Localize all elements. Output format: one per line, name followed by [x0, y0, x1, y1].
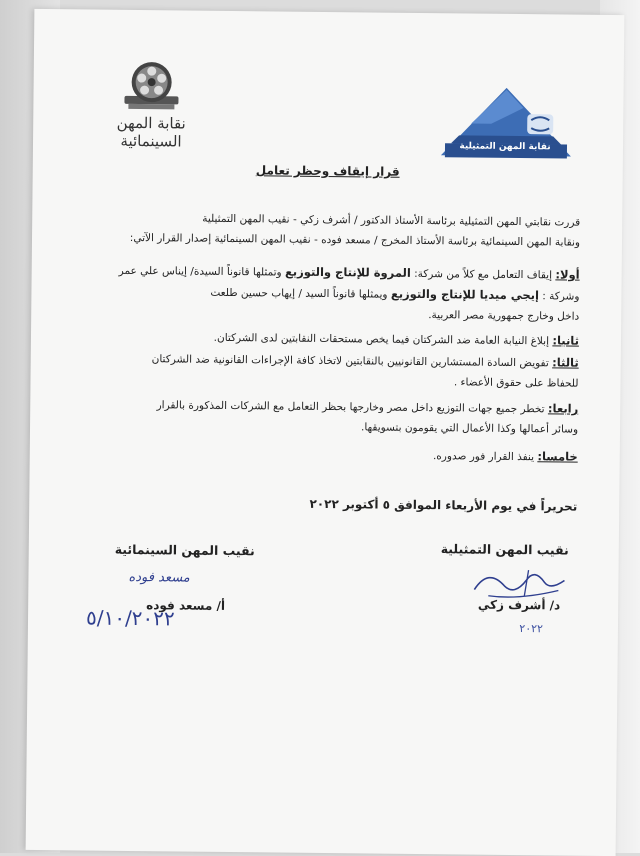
film-reel-icon	[116, 60, 187, 113]
item-first-line-1: أولا: إيقاف التعامل مع كلاً من شركة: المروة للإنتاج والتوزيع وتمثلها قانوناً السيدة/ إيناس علي عمر	[118, 264, 580, 282]
item-second: ثانيا: إبلاغ النيابة العامة ضد الشركتان فيما يخص مستحقات النقابتين لدى الشركتان.	[213, 331, 580, 348]
item-label: ثانيا:	[552, 333, 580, 348]
acting-syndicate-logo	[431, 83, 582, 165]
intro-line-1: قررت نقابتي المهن التمثيلية برئاسة الأستاذ الدكتور / أشرف زكي - نقيب المهن التمثيلية	[202, 212, 581, 229]
item-fourth: رابعا: تخطر جميع جهات التوزيع داخل مصر وخارجها بحظر التعامل مع الشركات المذكورة بالقرار وسائر أعمالها وكذا الأعمال التي يقومون بتسويقها.	[156, 399, 579, 436]
cinema-syndicate-head-name: أ/ مسعد فوده	[146, 598, 226, 613]
item-first-line-3: داخل وخارج جمهورية مصر العربية.	[428, 309, 580, 323]
item-label: ثالثا:	[552, 355, 579, 370]
dateline: تحريراً في يوم الأربعاء الموافق ٥ أكتوبر ٢٠٢٢	[309, 496, 578, 514]
document-title: قرار إيقاف وحظر تعامل	[255, 163, 400, 179]
handwritten-name-left: مسعد فوده	[128, 569, 190, 586]
handwritten-date-left: ٥/١٠/٢٠٢٢	[85, 605, 175, 631]
item-label: رابعا:	[547, 401, 579, 416]
cinema-syndicate-head-title: نقيب المهن السينمائية	[114, 541, 255, 559]
acting-syndicate-caption: نقابة المهن التمثيلية	[459, 141, 551, 153]
cinema-syndicate-caption: نقابة المهن السينمائية	[116, 113, 186, 151]
document-page	[26, 9, 625, 856]
item-first	[109, 260, 580, 327]
handwritten-date-right: ٢٠٢٢	[519, 622, 544, 636]
acting-syndicate-head-title: نقيب المهن التمثيلية	[440, 541, 569, 558]
item-first-line-2: وشركة : إيجي ميديا للإنتاج والتوزيع ويمثلها قانوناً السيد / إيهاب حسين طلعت	[210, 286, 580, 303]
item-label: خامسا:	[537, 449, 578, 464]
acting-syndicate-head-name: د/ أشرف زكي	[477, 597, 561, 613]
item-label: أولا:	[555, 267, 580, 282]
item-fifth: خامسا: ينفذ القرار فور صدوره.	[432, 449, 578, 464]
document-content	[26, 9, 625, 856]
intro-line-2: ونقابة المهن السينمائية برئاسة الأستاذ المخرج / مسعد فوده - نقيب المهن السينمائية إصدار القرار الآتي:	[129, 231, 581, 249]
cinema-syndicate-logo	[91, 60, 212, 151]
item-third: ثالثا: تفويض السادة المستشارين القانونيين بالنقابتين لاتخاذ كافة الإجراءات القانونية ضد الشركتان للحفاظ على حقوق الأعضاء .	[151, 353, 579, 390]
company-name: المروة للإنتاج والتوزيع	[284, 264, 411, 280]
company-name: إيجي ميديا للإنتاج والتوزيع	[390, 286, 540, 303]
intro-paragraph	[110, 208, 580, 253]
